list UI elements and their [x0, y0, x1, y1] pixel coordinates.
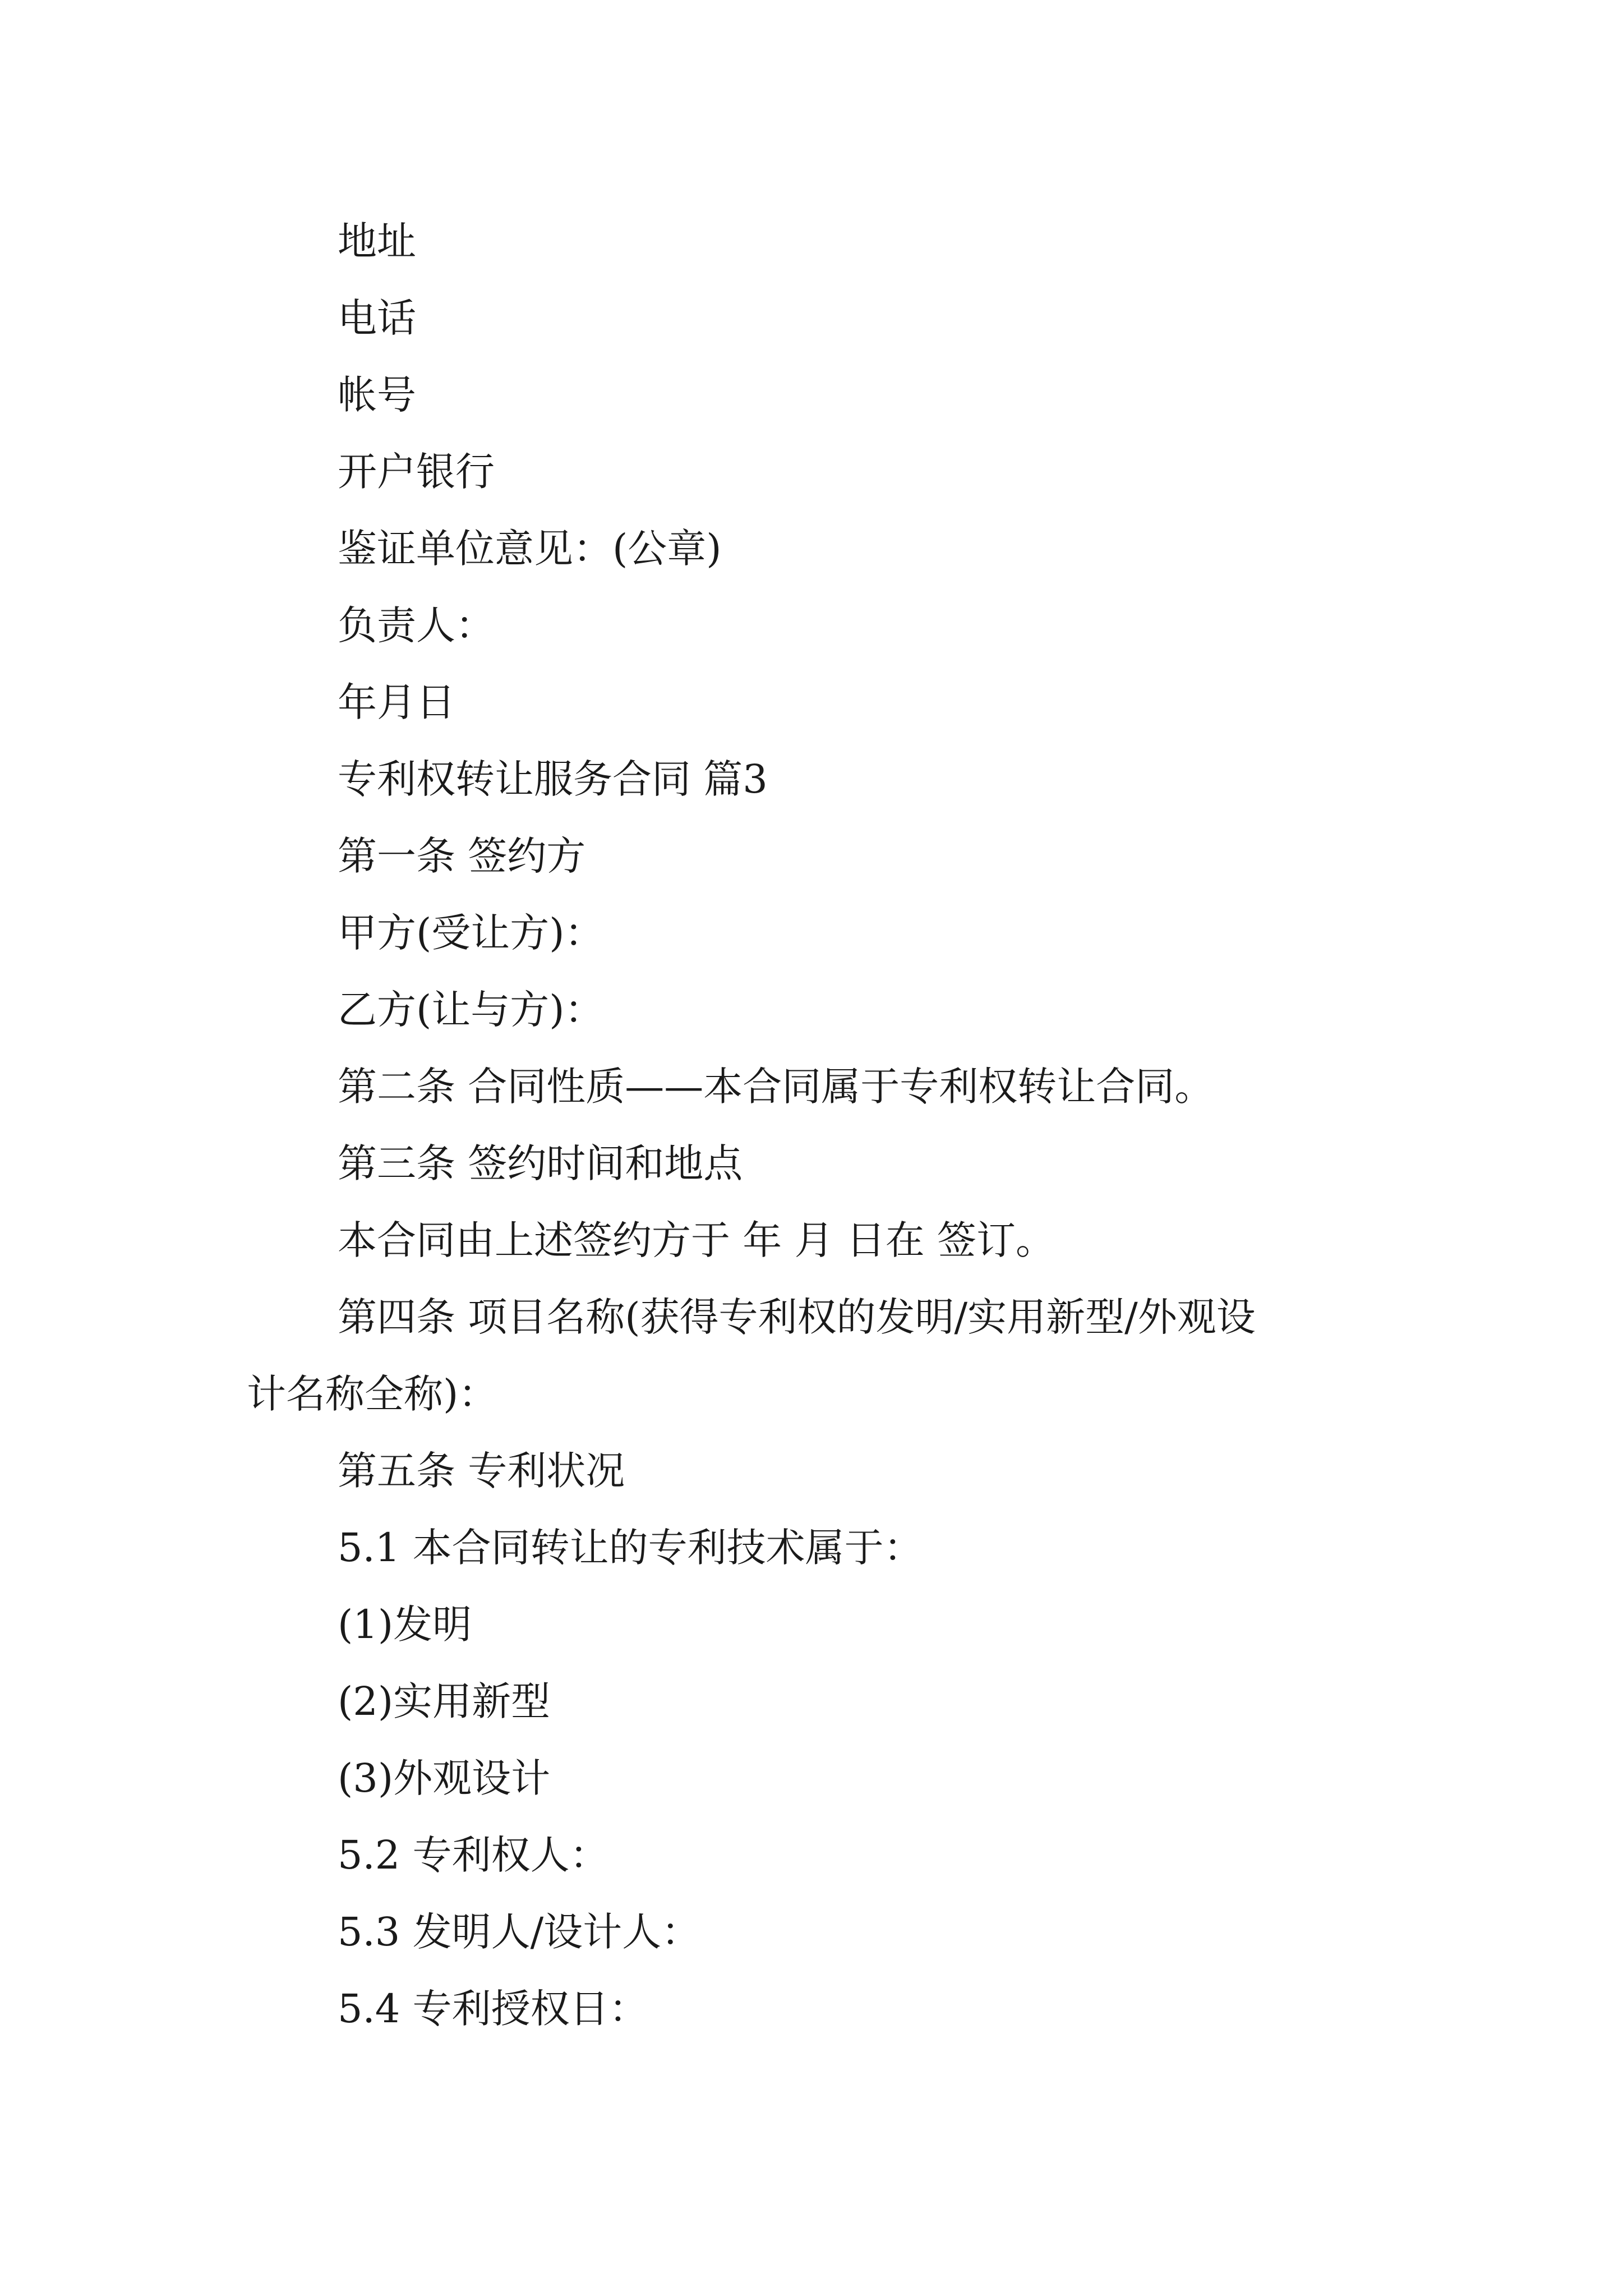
clause-5-3: 5.3 发明人/设计人： [338, 1909, 701, 1955]
clause-5-1: 5.1 本合同转让的专利技术属于： [338, 1525, 923, 1571]
article-4-heading: 第四条 项目名称(获得专利权的发明/实用新型/外观设 [338, 1294, 1256, 1340]
article-1-heading: 第一条 签约方 [338, 833, 586, 879]
article-4-heading-continued: 计名称全称)： [247, 1371, 498, 1417]
line-phone: 电话 [338, 295, 416, 341]
line-address: 地址 [338, 218, 416, 264]
clause-5-2: 5.2 专利权人： [338, 1832, 609, 1878]
line-date: 年月日 [338, 679, 455, 725]
clause-5-4: 5.4 专利授权日： [338, 1986, 648, 2032]
article-3-text: 本合同由上述签约方于 年 月 日在 签订。 [338, 1217, 1055, 1263]
option-invention: (1)发明 [338, 1602, 472, 1648]
line-party-b: 乙方(让与方)： [338, 987, 604, 1033]
article-3-heading: 第三条 签约时间和地点 [338, 1140, 743, 1186]
line-party-a: 甲方(受让方)： [338, 910, 604, 956]
line-account: 帐号 [338, 372, 416, 418]
line-bank: 开户银行 [338, 449, 495, 495]
line-authentication-opinion: 鉴证单位意见：(公章) [338, 526, 722, 572]
option-design: (3)外观设计 [338, 1755, 551, 1801]
section-title: 专利权转让服务合同 篇3 [338, 756, 768, 802]
article-5-heading: 第五条 专利状况 [338, 1448, 625, 1494]
line-person-in-charge: 负责人： [338, 602, 495, 648]
option-utility-model: (2)实用新型 [338, 1678, 551, 1724]
article-2-heading: 第二条 合同性质——本合同属于专利权转让合同。 [338, 1064, 1214, 1110]
